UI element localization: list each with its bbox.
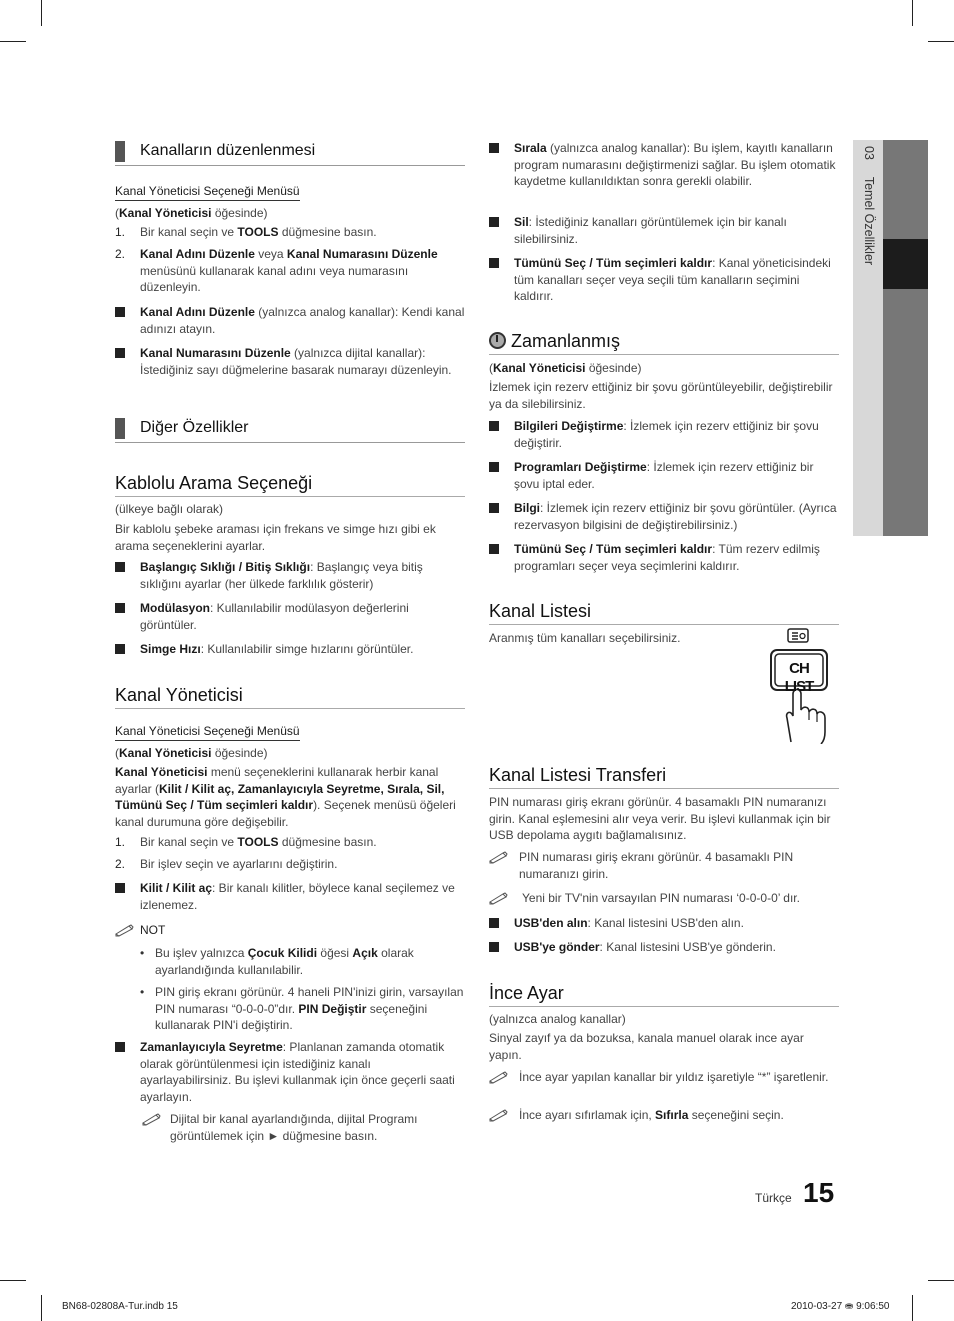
z-bullet-2: Programları Değiştirme: İzlemek için rezerv ettiğiniz bir şovu iptal eder. [489, 459, 839, 492]
ince-note-1: İnce ayar yapılan kanallar bir yıldız işaretiyle “*” işaretlenir. [489, 1069, 839, 1086]
ky-step-1: 1. Bir kanal seçin ve TOOLS düğmesine basın. [115, 835, 377, 849]
s1-context: (Kanal Yöneticisi öğesinde) [115, 206, 268, 220]
r-bullet-sirala: Sırala (yalnızca analog kanallar): Bu işlem, kayıtlı kanalların program numarasını değiştirmenizi sağlar. Bu işlem otomatik kaydetme kullanıldıktan sonra gerekli olabilir. [489, 140, 839, 190]
kablolu-bullet-2: Modülasyon: Kullanılabilir modülasyon değerlerini görüntüler. [115, 600, 465, 633]
ky-note: NOT [115, 922, 465, 939]
ky-note-dot-2: • PIN giriş ekranı görünür. 4 haneli PIN'inizi girin, varsayılan PIN numarası “0-0-0-0”dır. PIN Değiştir seçeneğini kullanarak PIN'i değiştirin. [140, 985, 464, 1032]
side-tab-label [861, 146, 877, 265]
s1-step-1: 1. Bir kanal seçin ve TOOLS düğmesine basın. [115, 225, 377, 239]
ky-bullet-zamanlayici: Zamanlayıcıyla Seyretme: Planlanan zamanda otomatik olarak görüntülenmesi için istediğiniz kanalı ayarlayabilirsiniz. Bu işlevi kullanmak için önce geçerli saati ayarlayın. [115, 1039, 465, 1105]
ince-desc: Sinyal zayıf ya da bozuksa, kanala manuel olarak ince ayar yapın. [489, 1031, 804, 1062]
s1-step-2: 2. Kanal Adını Düzenle veya Kanal Numarasını Düzenle menüsünü kullanarak kanal adını veya numarasını düzenleyin. [115, 247, 438, 294]
klt-bullet-usb-gonder: USB'ye gönder: Kanal listesini USB'ye gönderin. [489, 939, 839, 956]
z-bullet-3: Bilgi: İzlemek için rezerv ettiğiniz bir şovu görüntüler. (Ayrıca rezervasyon bilgisini de değiştirebilirsiniz.) [489, 500, 839, 533]
ky-sub-label: Kanal Yöneticisi Seçeneği Menüsü [115, 723, 465, 741]
zaman-desc: İzlemek için rezerv ettiğiniz bir şovu görüntüleyebilir, değiştirebilir ya da silebilirsiniz. [489, 380, 833, 411]
footer-language: Türkçe [755, 1191, 792, 1205]
z-bullet-4: Tümünü Seç / Tüm seçimleri kaldır: Tüm rezerv edilmiş programları seçer veya seçimlerini kaldırır. [489, 541, 839, 574]
ky-step-2: 2. Bir işlev seçin ve ayarlarını değiştirin. [115, 857, 338, 871]
klt-note-1: PIN numarası giriş ekranı görünür. 4 basamaklı PIN numaranızı girin. [489, 849, 839, 882]
heading-kanal-listesi-transferi: Kanal Listesi Transferi [489, 764, 839, 789]
timer-icon [489, 332, 506, 349]
menu-icon [787, 628, 809, 644]
note-pencil-icon [142, 1112, 164, 1126]
heading-kanal-yoneticisi: Kanal Yöneticisi [115, 684, 465, 709]
footer-date-info: 2010-03-27 ⛂ 9:06:50 [791, 1301, 890, 1312]
z-bullet-1: Bilgileri Değiştirme: İzlemek için rezerv ettiğiniz bir şovu değiştirir. [489, 418, 839, 451]
remote-ch-list-icon: CH LIST [769, 648, 831, 744]
note-pencil-icon [489, 891, 511, 905]
heading-zamanlanmis: Zamanlanmış [489, 330, 839, 355]
section-heading-kanallarin: Kanalların düzenlenmesi [115, 141, 465, 166]
note-pencil-icon [489, 1108, 511, 1122]
side-tab-dark-bottom [883, 289, 928, 536]
ky-note-dot-1: • Bu işlev yalnızca Çocuk Kilidi öğesi Açık olarak ayarlandığında kullanılabilir. [140, 946, 414, 977]
kl-desc: Aranmış tüm kanalları seçebilirsiniz. [489, 631, 681, 645]
side-tab-marker [883, 239, 928, 289]
kablolu-desc: Bir kablolu şebeke araması için frekans ve simge hızı gibi ek arama seçeneklerini ayarlar. [115, 522, 436, 553]
s1-bullet-kanal-numarasi: Kanal Numarasını Düzenle (yalnızca dijital kanallar): İstediğiniz sayı düğmelerine basarak numarayı düzenleyin. [115, 345, 465, 378]
note-pencil-icon [115, 923, 137, 937]
footer-file-info: BN68-02808A-Tur.indb 15 [62, 1301, 178, 1312]
section-heading-diger: Diğer Özellikler [115, 418, 465, 443]
side-tab-dark-top [883, 140, 928, 239]
kablolu-context: (ülkeye bağlı olarak) [115, 502, 224, 516]
klt-desc: PIN numarası giriş ekranı görünür. 4 basamaklı PIN numaranızı girin. Kanal eşlemesini alır veya verir. Bu işlevi kullanmak için bir USB depolama aygıtı bağlamalısınız. [489, 795, 831, 842]
ky-bullet-zamanlayici-note: Dijital bir kanal ayarlandığında, dijital Programı görüntülemek için ► düğmesine basın. [115, 1111, 465, 1144]
zaman-context: (Kanal Yöneticisi öğesinde) [489, 361, 642, 375]
klt-note-2: Yeni bir TV'nin varsayılan PIN numarası ‘0-0-0-0’ dır. [489, 890, 839, 907]
note-pencil-icon [489, 1070, 511, 1084]
ince-note-2: İnce ayarı sıfırlamak için, Sıfırla seçeneğini seçin. [489, 1107, 839, 1124]
chapter-title: Temel Özellikler [862, 176, 876, 266]
klt-bullet-usb-alin: USB'den alın: Kanal listesini USB'den alın. [489, 915, 839, 932]
s1-sub-label: Kanal Yöneticisi Seçeneği Menüsü [115, 183, 465, 201]
note-pencil-icon [489, 850, 511, 864]
ince-context: (yalnızca analog kanallar) [489, 1012, 626, 1026]
chapter-number: 03 [862, 146, 876, 160]
kablolu-bullet-1: Başlangıç Sıklığı / Bitiş Sıklığı: Başlangıç veya bitiş sıklığını ayarlar (her ülkede farklılık gösterir) [115, 559, 465, 592]
heading-kablolu: Kablolu Arama Seçeneği [115, 472, 465, 497]
r-bullet-tumunu-sec: Tümünü Seç / Tüm seçimleri kaldır: Kanal yöneticisindeki tüm kanalları seçer veya seçili tüm kanalların seçimini kaldırır. [489, 255, 839, 305]
page-number: 15 [803, 1177, 835, 1208]
s1-bullet-kanal-adi: Kanal Adını Düzenle (yalnızca analog kanallar): Kendi kanal adınızı atayın. [115, 304, 465, 337]
ky-context: (Kanal Yöneticisi öğesinde) [115, 746, 268, 760]
ky-desc: Kanal Yöneticisi menü seçeneklerini kullanarak herbir kanal ayarlar (Kilit / Kilit aç, Zamanlayıcıyla Seyretme, Sırala, Sil, Tümünü Seç / Tüm seçimleri kaldır). Seçenek menüsü öğeleri kanal durumuna göre değişebilir. [115, 765, 456, 829]
ky-bullet-kilit: Kilit / Kilit aç: Bir kanalı kilitler, böylece kanal seçilemez ve izlenemez. [115, 880, 465, 913]
r-bullet-sil: Sil: İstediğiniz kanalları görüntülemek için bir kanalı silebilirsiniz. [489, 214, 839, 247]
heading-kanal-listesi: Kanal Listesi [489, 600, 839, 625]
kablolu-bullet-3: Simge Hızı: Kullanılabilir simge hızlarını görüntüler. [115, 641, 465, 658]
heading-ince-ayar: İnce Ayar [489, 982, 839, 1007]
